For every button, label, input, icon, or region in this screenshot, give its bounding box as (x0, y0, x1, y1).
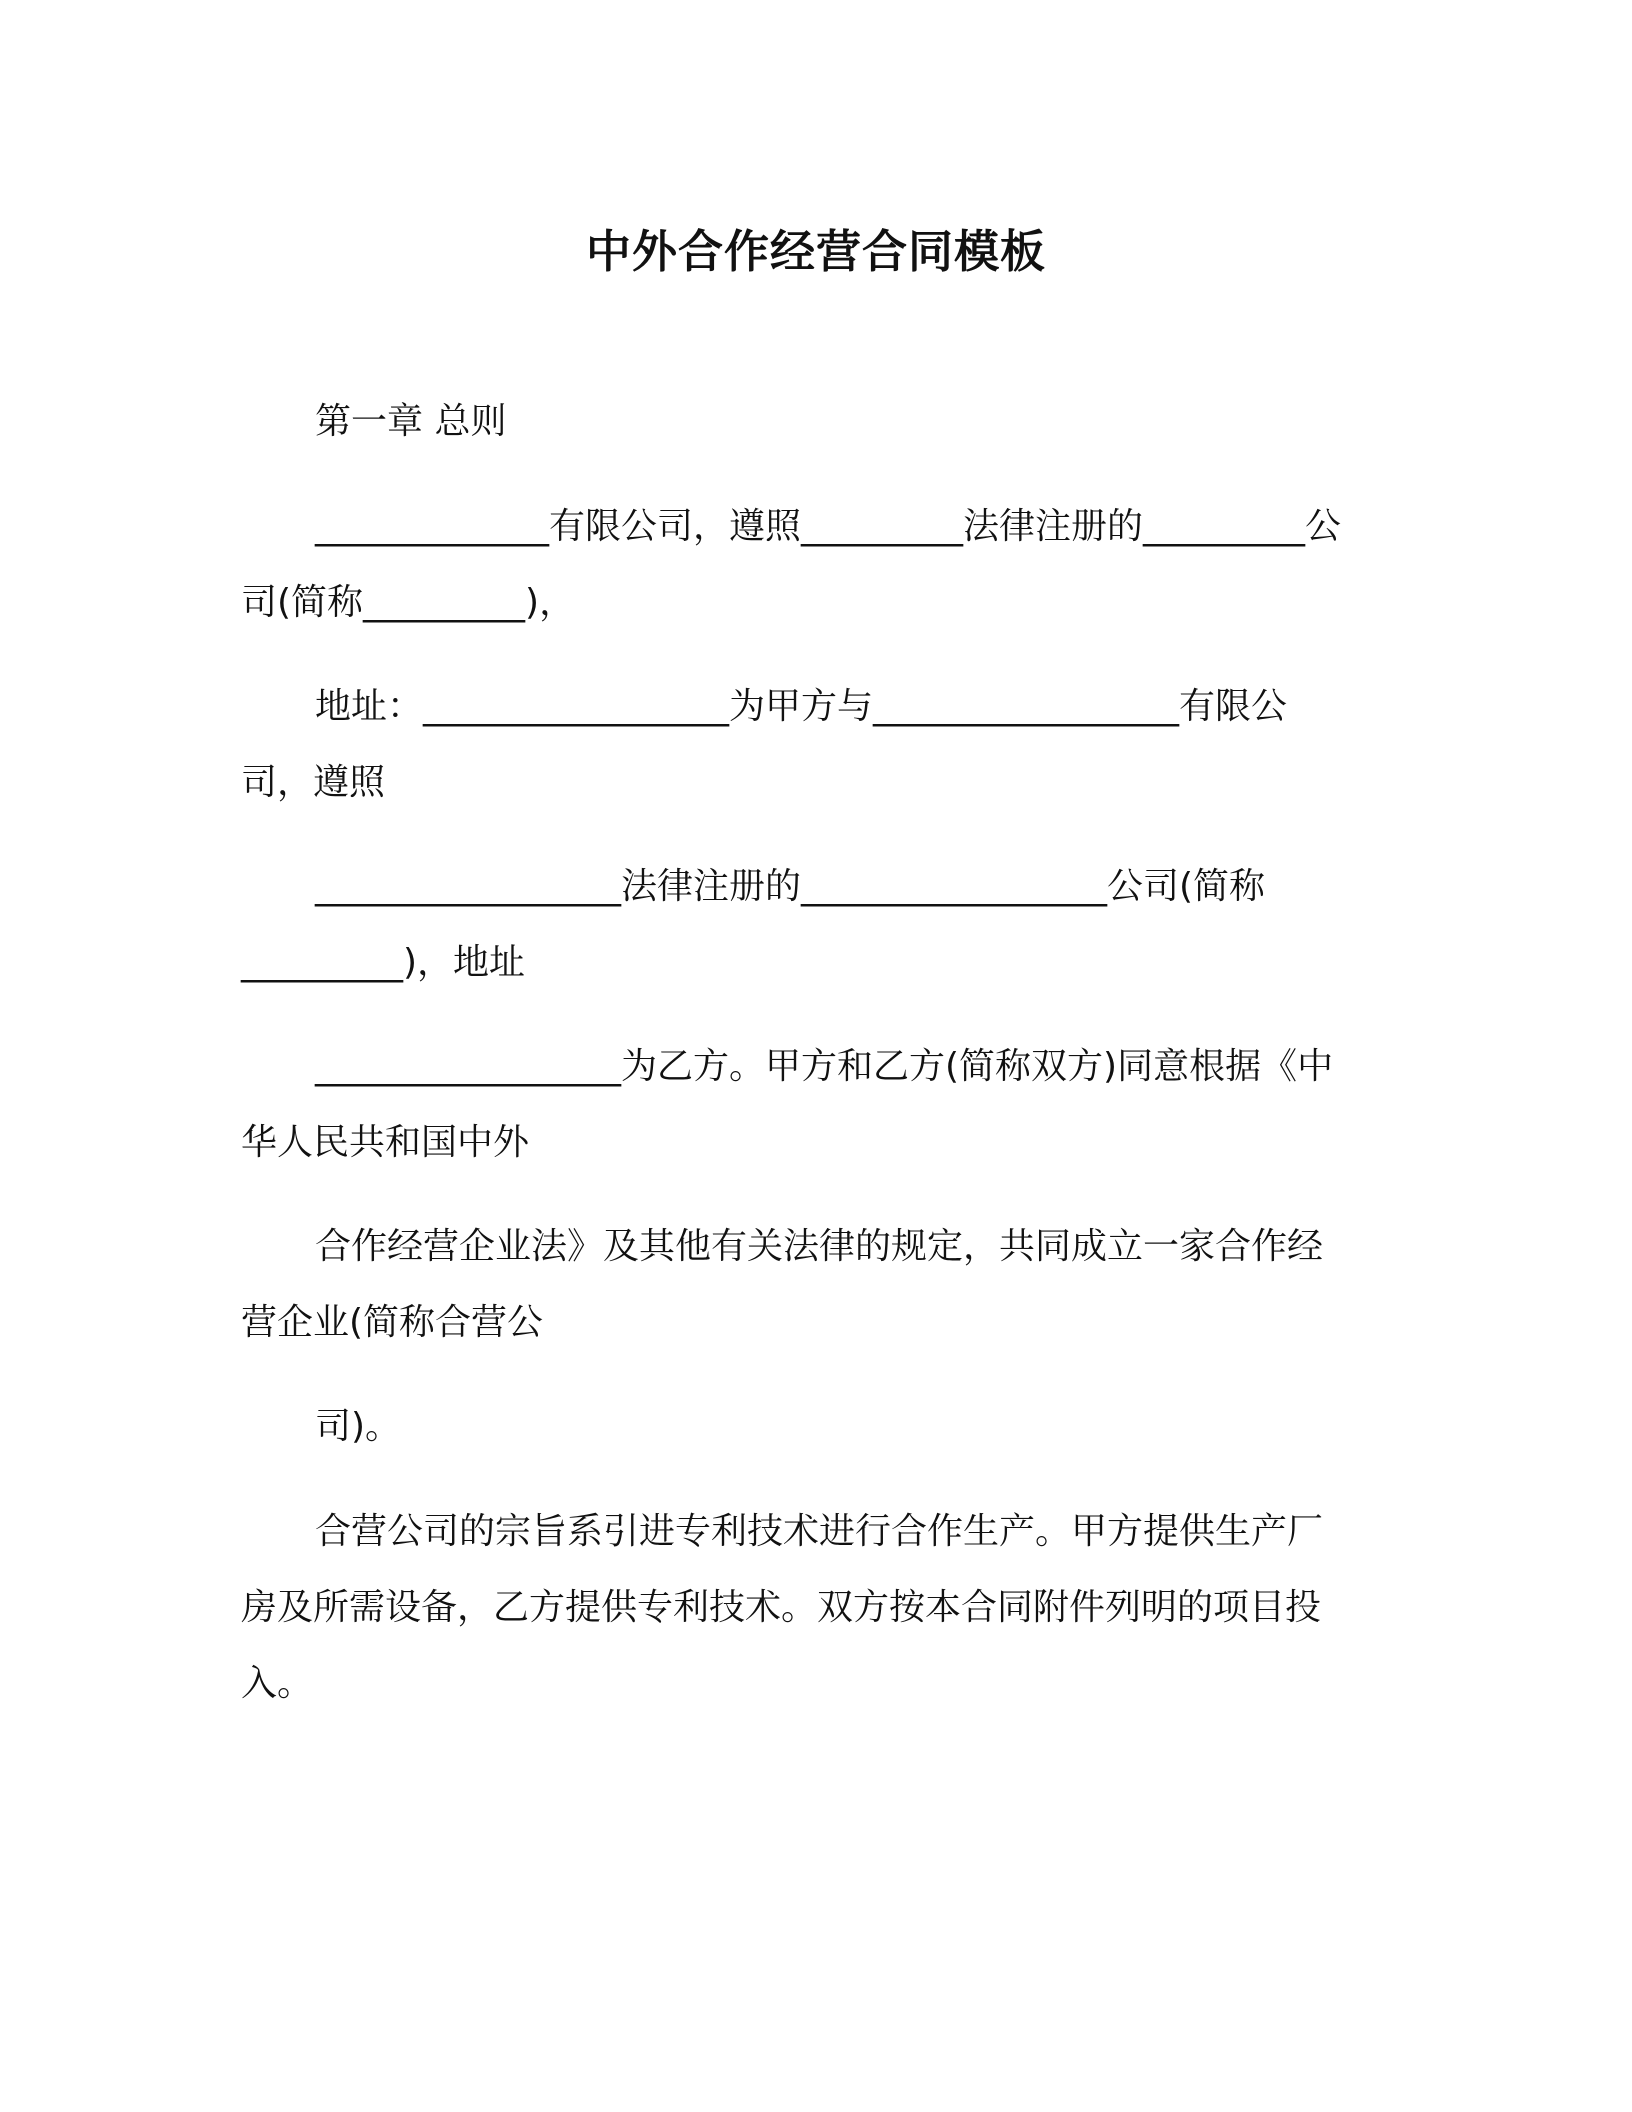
paragraph-line: 合作经营企业法》及其他有关法律的规定，共同成立一家合作经 (315, 1226, 1324, 1267)
paragraph-line: _____________有限公司，遵照_________法律注册的_________公 (315, 506, 1342, 547)
paragraph-line: 司，遵照 (241, 762, 386, 803)
paragraph-line: _________________为乙方。甲方和乙方(简称双方)同意根据《中 (315, 1046, 1334, 1087)
paragraph-line: 地址：_________________为甲方与_________________有限公 (315, 686, 1288, 727)
chapter-heading: 第一章 总则 (315, 401, 507, 442)
paragraph-line: 房及所需设备，乙方提供专利技术。双方按本合同附件列明的项目投 (241, 1587, 1322, 1628)
paragraph-line: 司(简称_________)， (241, 582, 576, 623)
paragraph-line: _________)，地址 (241, 942, 526, 983)
document-title: 中外合作经营合同模板 (585, 225, 1046, 278)
paragraph-line: 合营公司的宗旨系引进专利技术进行合作生产。甲方提供生产厂 (315, 1511, 1324, 1552)
paragraph-line: 华人民共和国中外 (241, 1122, 530, 1163)
paragraph-line: 营企业(简称合营公 (241, 1302, 544, 1343)
paragraph-line: 司)。 (315, 1406, 402, 1447)
paragraph-line: 入。 (241, 1663, 314, 1704)
paragraph-line: _________________法律注册的_________________公司(简称 (315, 866, 1266, 907)
